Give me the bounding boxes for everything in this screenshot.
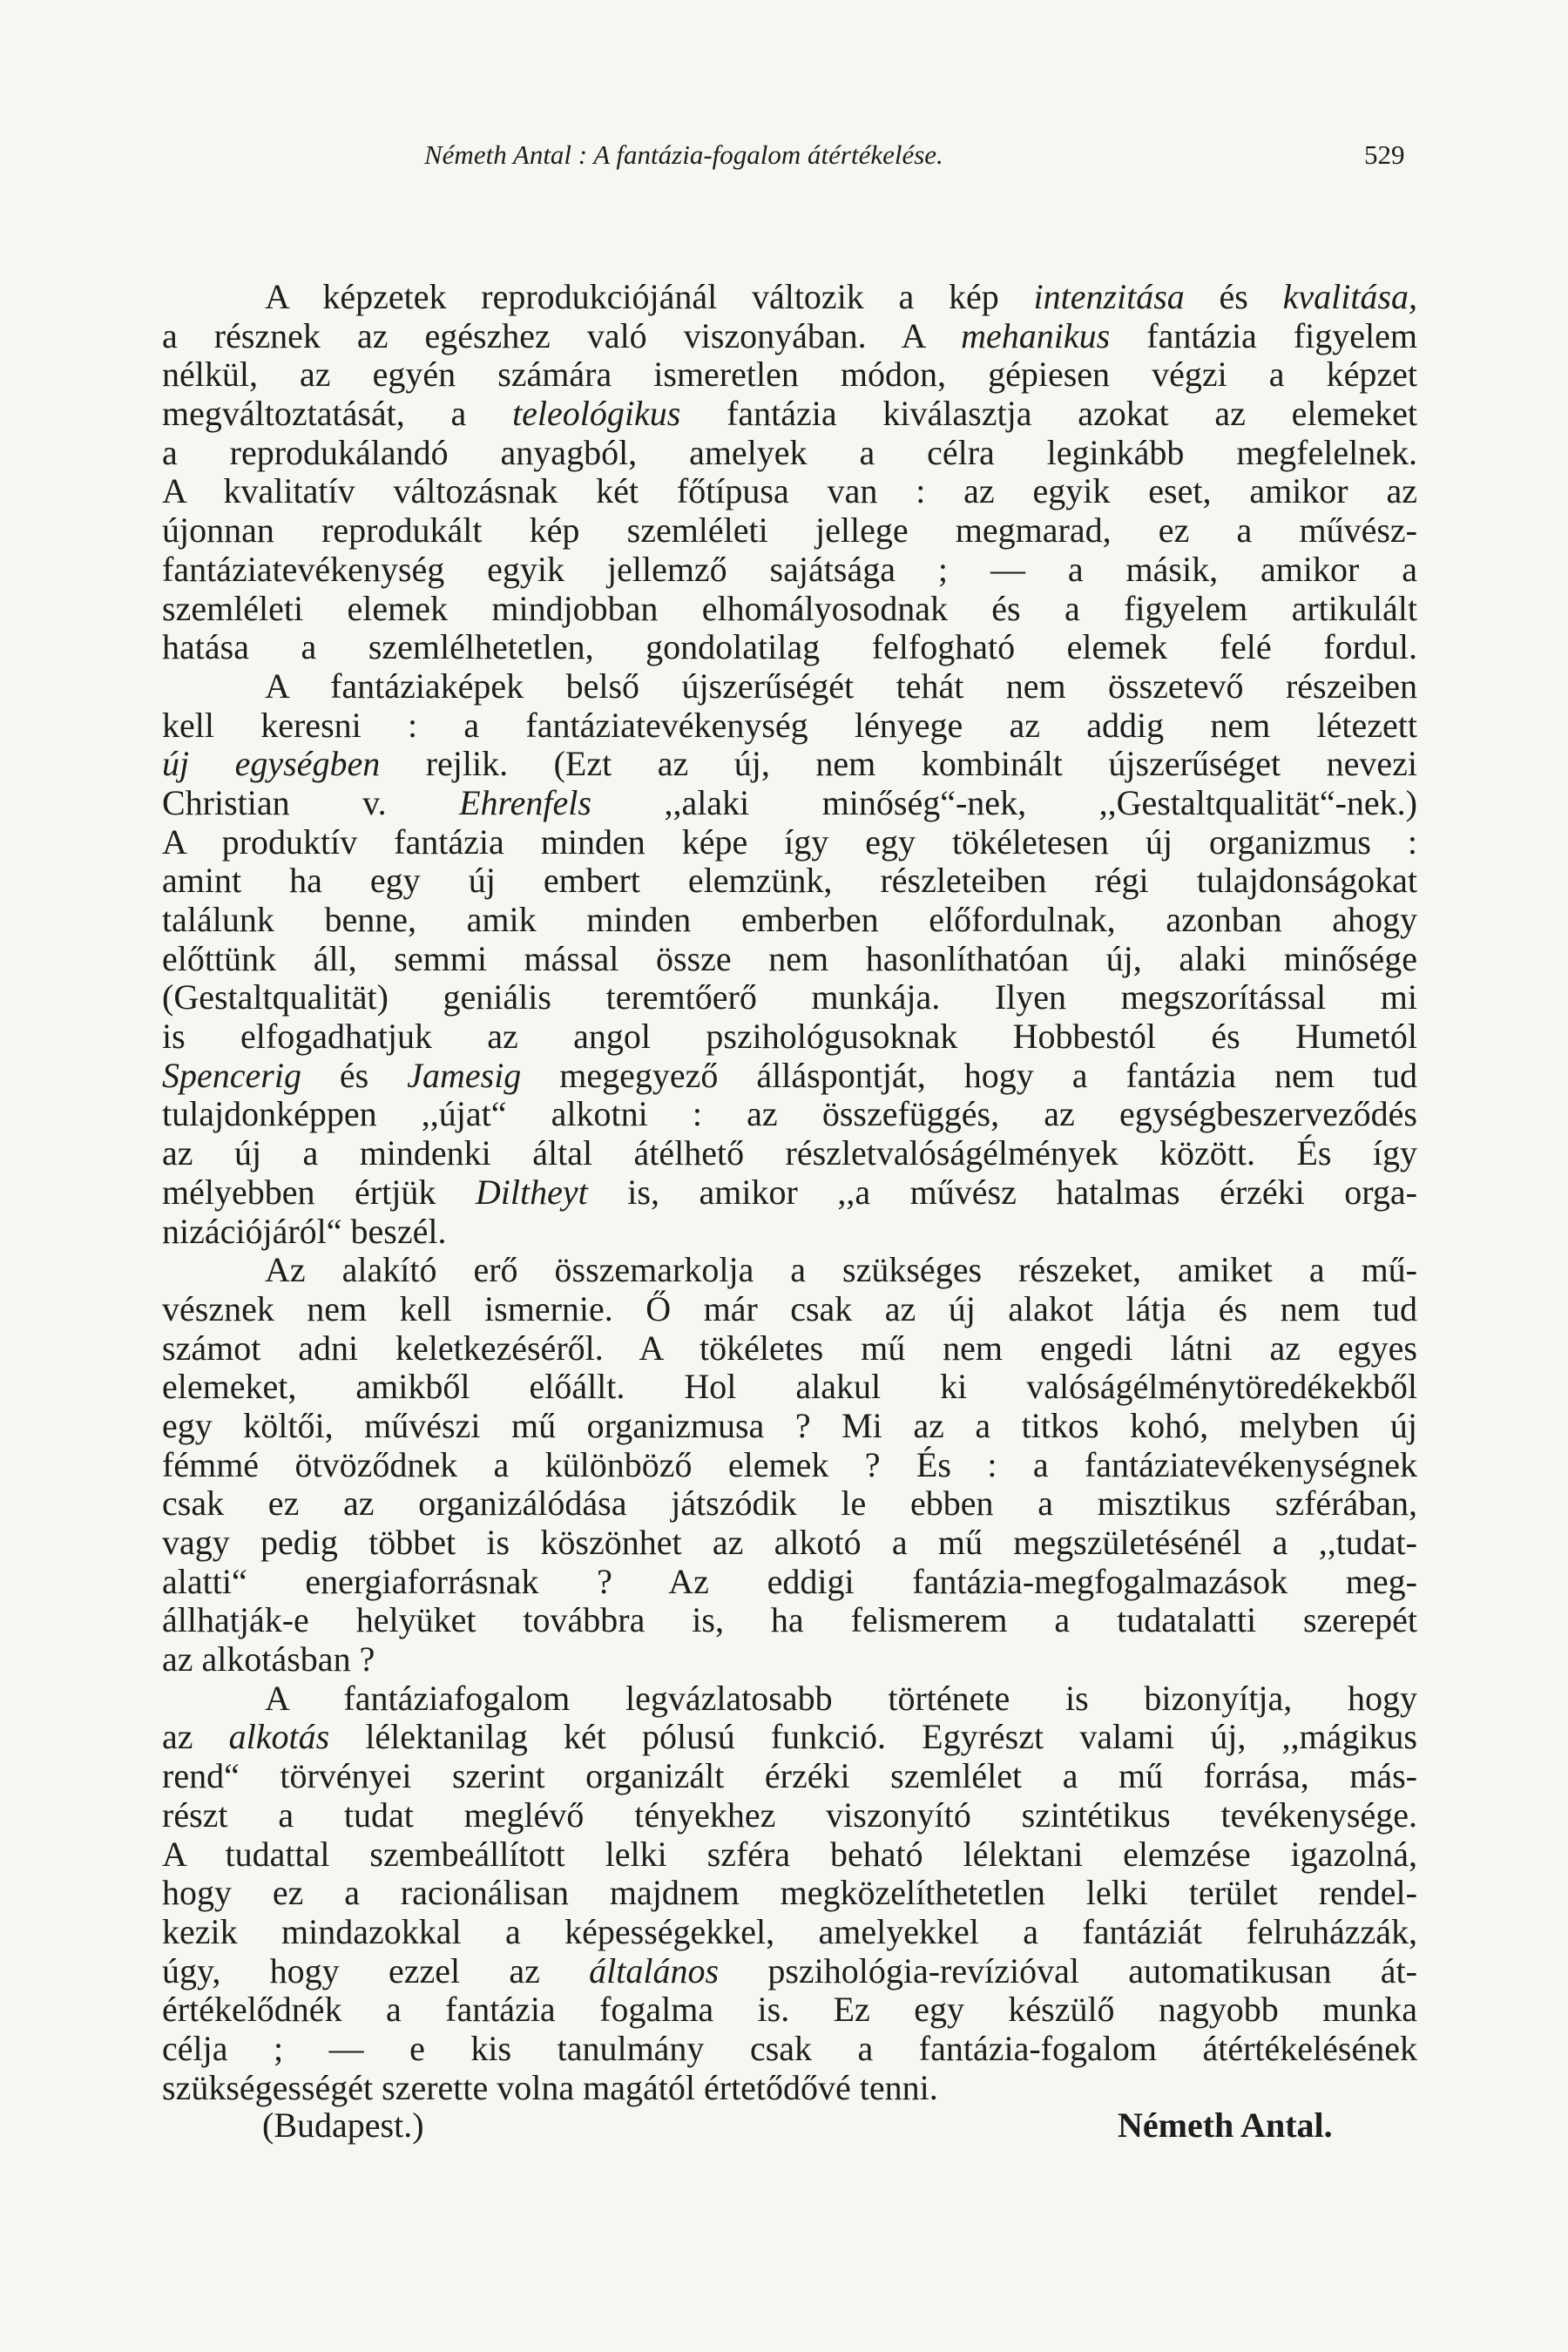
text-span: fémmé ötvöződnek a különböző elemek ? És : a fantáziatevékenységnek [162,1444,1417,1484]
text-line [162,278,1417,317]
text-span: rend“ törvényei szerint organizált érzéki szemlélet a mű forrása, más- [162,1756,1417,1796]
text-span: az [162,1717,229,1757]
text-span: és [301,1055,408,1095]
text-span: ,,alaki minőség“-nek, ,,Gestaltqualität“-nek.) [591,782,1417,822]
text-line [162,1173,1417,1213]
italic-emphasis: általános [589,1950,720,1990]
text-line [162,1290,1417,1329]
text-span: Christian v. [162,782,460,822]
text-line [162,317,1417,356]
text-span: megváltoztatását, a [162,394,513,434]
text-span: újonnan reprodukált kép szemléleti jellege megmarad, ez a művész- [162,510,1417,551]
signature-author: Németh Antal. [1118,2105,1333,2145]
text-line [162,1446,1417,1485]
text-span: (Gestaltqualität) geniális teremtőerő munkája. Ilyen megszorítással mi [162,977,1417,1017]
text-line [162,1796,1417,1835]
text-span: állhatják-e helyüket továbbra is, ha felismerem a tudatalatti szerepét [162,1600,1417,1640]
text-line [162,1640,1417,1680]
text-span: az alkotásban ? [162,1639,375,1680]
text-line [162,395,1417,434]
text-line [162,2030,1417,2069]
italic-emphasis: Ehrenfels [459,782,591,822]
text-line [162,434,1417,473]
text-span: egy költői, művészi mű organizmusa ? Mi az a titkos kohó, melyben új [162,1405,1417,1445]
italic-emphasis: Spencerig [162,1055,301,1095]
text-span: hogy ez a racionálisan majdnem megközelíthetetlen lelki terület rendel- [162,1873,1417,1913]
text-span: és [1184,277,1283,316]
text-span: vésznek nem kell ismernie. Ő már csak az új alakot látja és nem tud [162,1288,1417,1328]
signature-row [162,2106,1417,2145]
text-span: kezik mindazokkal a képességekkel, amelyekkel a fantáziát felruházzák, [162,1911,1417,1951]
text-span: megegyező álláspontját, hogy a fantázia nem tud [521,1055,1417,1095]
text-line [162,472,1417,511]
text-line [162,1874,1417,1913]
text-line [162,1563,1417,1602]
text-span: csak ez az organizálódása játszódik le ebben a misztikus szférában, [162,1484,1417,1524]
text-span: lélektanilag két pólusú funkció. Egyrészt valami új, ,,mágikus [329,1717,1417,1757]
text-span: előttünk áll, semmi mással össze nem hasonlíthatóan új, alaki minősége [162,938,1417,978]
text-span: hatása a szemlélhetetlen, gondolatilag felfogható elemek felé fordul. [162,627,1417,667]
text-span: célja ; — e kis tanulmány csak a fantázia-fogalom átértékelésének [162,2028,1417,2068]
text-line [162,355,1417,395]
text-span: pszihológia-revízióval automatikusan át- [719,1950,1417,1990]
text-line [162,1952,1417,1991]
text-line [162,901,1417,940]
signature-place: (Budapest.) [262,2105,424,2145]
text-line [162,590,1417,629]
text-line [162,667,1417,706]
text-span: A képzetek reprodukciójánál változik a kép [265,277,1034,316]
page-number: 529 [1364,139,1405,170]
text-span: is, amikor ,,a művész hatalmas érzéki orga- [587,1172,1417,1212]
text-line [162,745,1417,784]
text-span: amint ha egy új embert elemzünk, részleteiben régi tulajdonságokat [162,861,1417,901]
text-span: értékelődnék a fantázia fogalma is. Ez egy készülő nagyobb munka [162,1990,1417,2030]
text-line [162,706,1417,746]
running-title: Németh Antal : A fantázia-fogalom átértékelése. [424,139,943,170]
text-line [162,1990,1417,2030]
text-line [162,1835,1417,1875]
text-line [162,1057,1417,1096]
text-span: vagy pedig többet is köszönhet az alkotó a mű megszületésénél a ,,tudat- [162,1523,1417,1562]
italic-emphasis: teleológikus [512,394,681,434]
text-line [162,2069,1417,2108]
text-line [162,940,1417,979]
text-span: A tudattal szembeállított lelki szféra beható lélektani elemzése igazolná, [162,1834,1417,1874]
text-span: is elfogadhatjuk az angol pszihológusoknak Hobbestól és Humetól [162,1017,1417,1057]
text-line [162,1718,1417,1757]
text-span: elemeket, amikből előállt. Hol alakul ki valóságélménytöredékekből [162,1367,1417,1407]
text-span: nélkül, az egyén számára ismeretlen módon, gépiesen végzi a képzet [162,355,1417,395]
text-line [162,1680,1417,1719]
text-span: kell keresni : a fantáziatevékenység lényege az addig nem létezett [162,705,1417,745]
text-line [162,1095,1417,1134]
text-span: szemléleti elemek mindjobban elhomályosodnak és a figyelem artikulált [162,588,1417,628]
italic-emphasis: mehanikus [961,315,1111,355]
italic-emphasis: Diltheyt [475,1172,588,1212]
text-span: rejlik. (Ezt az új, nem kombinált újszerűséget nevezi [380,744,1417,784]
text-span: fantázia kiválasztja azokat az elemeket [680,394,1417,434]
text-span: részt a tudat meglévő tényekhez viszonyító szintétikus tevékenysége. [162,1794,1417,1835]
text-span: úgy, hogy ezzel az [162,1950,590,1990]
italic-emphasis: Jamesig [407,1055,522,1095]
italic-emphasis: intenzitása [1033,277,1185,316]
text-line [162,1017,1417,1057]
text-span: mélyebben értjük [162,1172,476,1212]
text-span: A kvalitatív változásnak két főtípusa van : az egyik eset, amikor az [162,471,1417,511]
text-line [162,1601,1417,1640]
text-span: alatti“ energiaforrásnak ? Az eddigi fantázia-megfogalmazások meg- [162,1561,1417,1601]
text-line [162,1134,1417,1173]
text-line [162,1329,1417,1369]
text-span: a reprodukálandó anyagból, amelyek a célra leginkább megfelelnek. [162,432,1417,472]
text-span: nizációjáról“ beszél. [162,1211,447,1251]
text-line [162,1251,1417,1290]
text-span: fantázia figyelem [1110,315,1417,355]
article-body [162,278,1417,2107]
italic-emphasis: új egységben [162,744,381,784]
italic-emphasis: alkotás [228,1717,330,1757]
text-span: A produktív fantázia minden képe így egy tökéletesen új organizmus : [162,821,1417,862]
text-line [162,1213,1417,1252]
text-line [162,1484,1417,1524]
italic-emphasis: kvalitása, [1282,277,1417,316]
text-line [162,1368,1417,1407]
text-span: az új a mindenki által átélhető részletvalóságélmények között. És így [162,1133,1417,1173]
text-line [162,823,1417,862]
text-span: A fantáziaképek belső újszerűségét tehát nem összetevő részeiben [265,666,1417,706]
text-line [162,1913,1417,1952]
text-line [162,784,1417,823]
text-line [162,551,1417,590]
text-line [162,1407,1417,1446]
text-span: számot adni keletkezéséről. A tökéletes mű nem engedi látni az egyes [162,1328,1417,1368]
text-span: a résznek az egészhez való viszonyában. A [162,315,962,355]
text-line [162,862,1417,901]
text-line [162,511,1417,551]
text-span: fantáziatevékenység egyik jellemző sajátsága ; — a másik, amikor a [162,549,1417,589]
text-line [162,978,1417,1017]
text-line [162,1524,1417,1563]
text-span: Az alakító erő összemarkolja a szükséges részeket, amiket a mű- [265,1250,1417,1290]
text-line [162,1757,1417,1796]
text-span: A fantáziafogalom legvázlatosabb története is bizonyítja, hogy [265,1678,1417,1718]
text-span: tulajdonképpen ,,újat“ alkotni : az összefüggés, az egységbeszerveződés [162,1094,1417,1134]
text-line [162,628,1417,667]
text-span: találunk benne, amik minden emberben előfordulnak, azonban ahogy [162,900,1417,939]
text-span: szükségességét szerette volna magától értetődővé tenni. [162,2067,938,2107]
